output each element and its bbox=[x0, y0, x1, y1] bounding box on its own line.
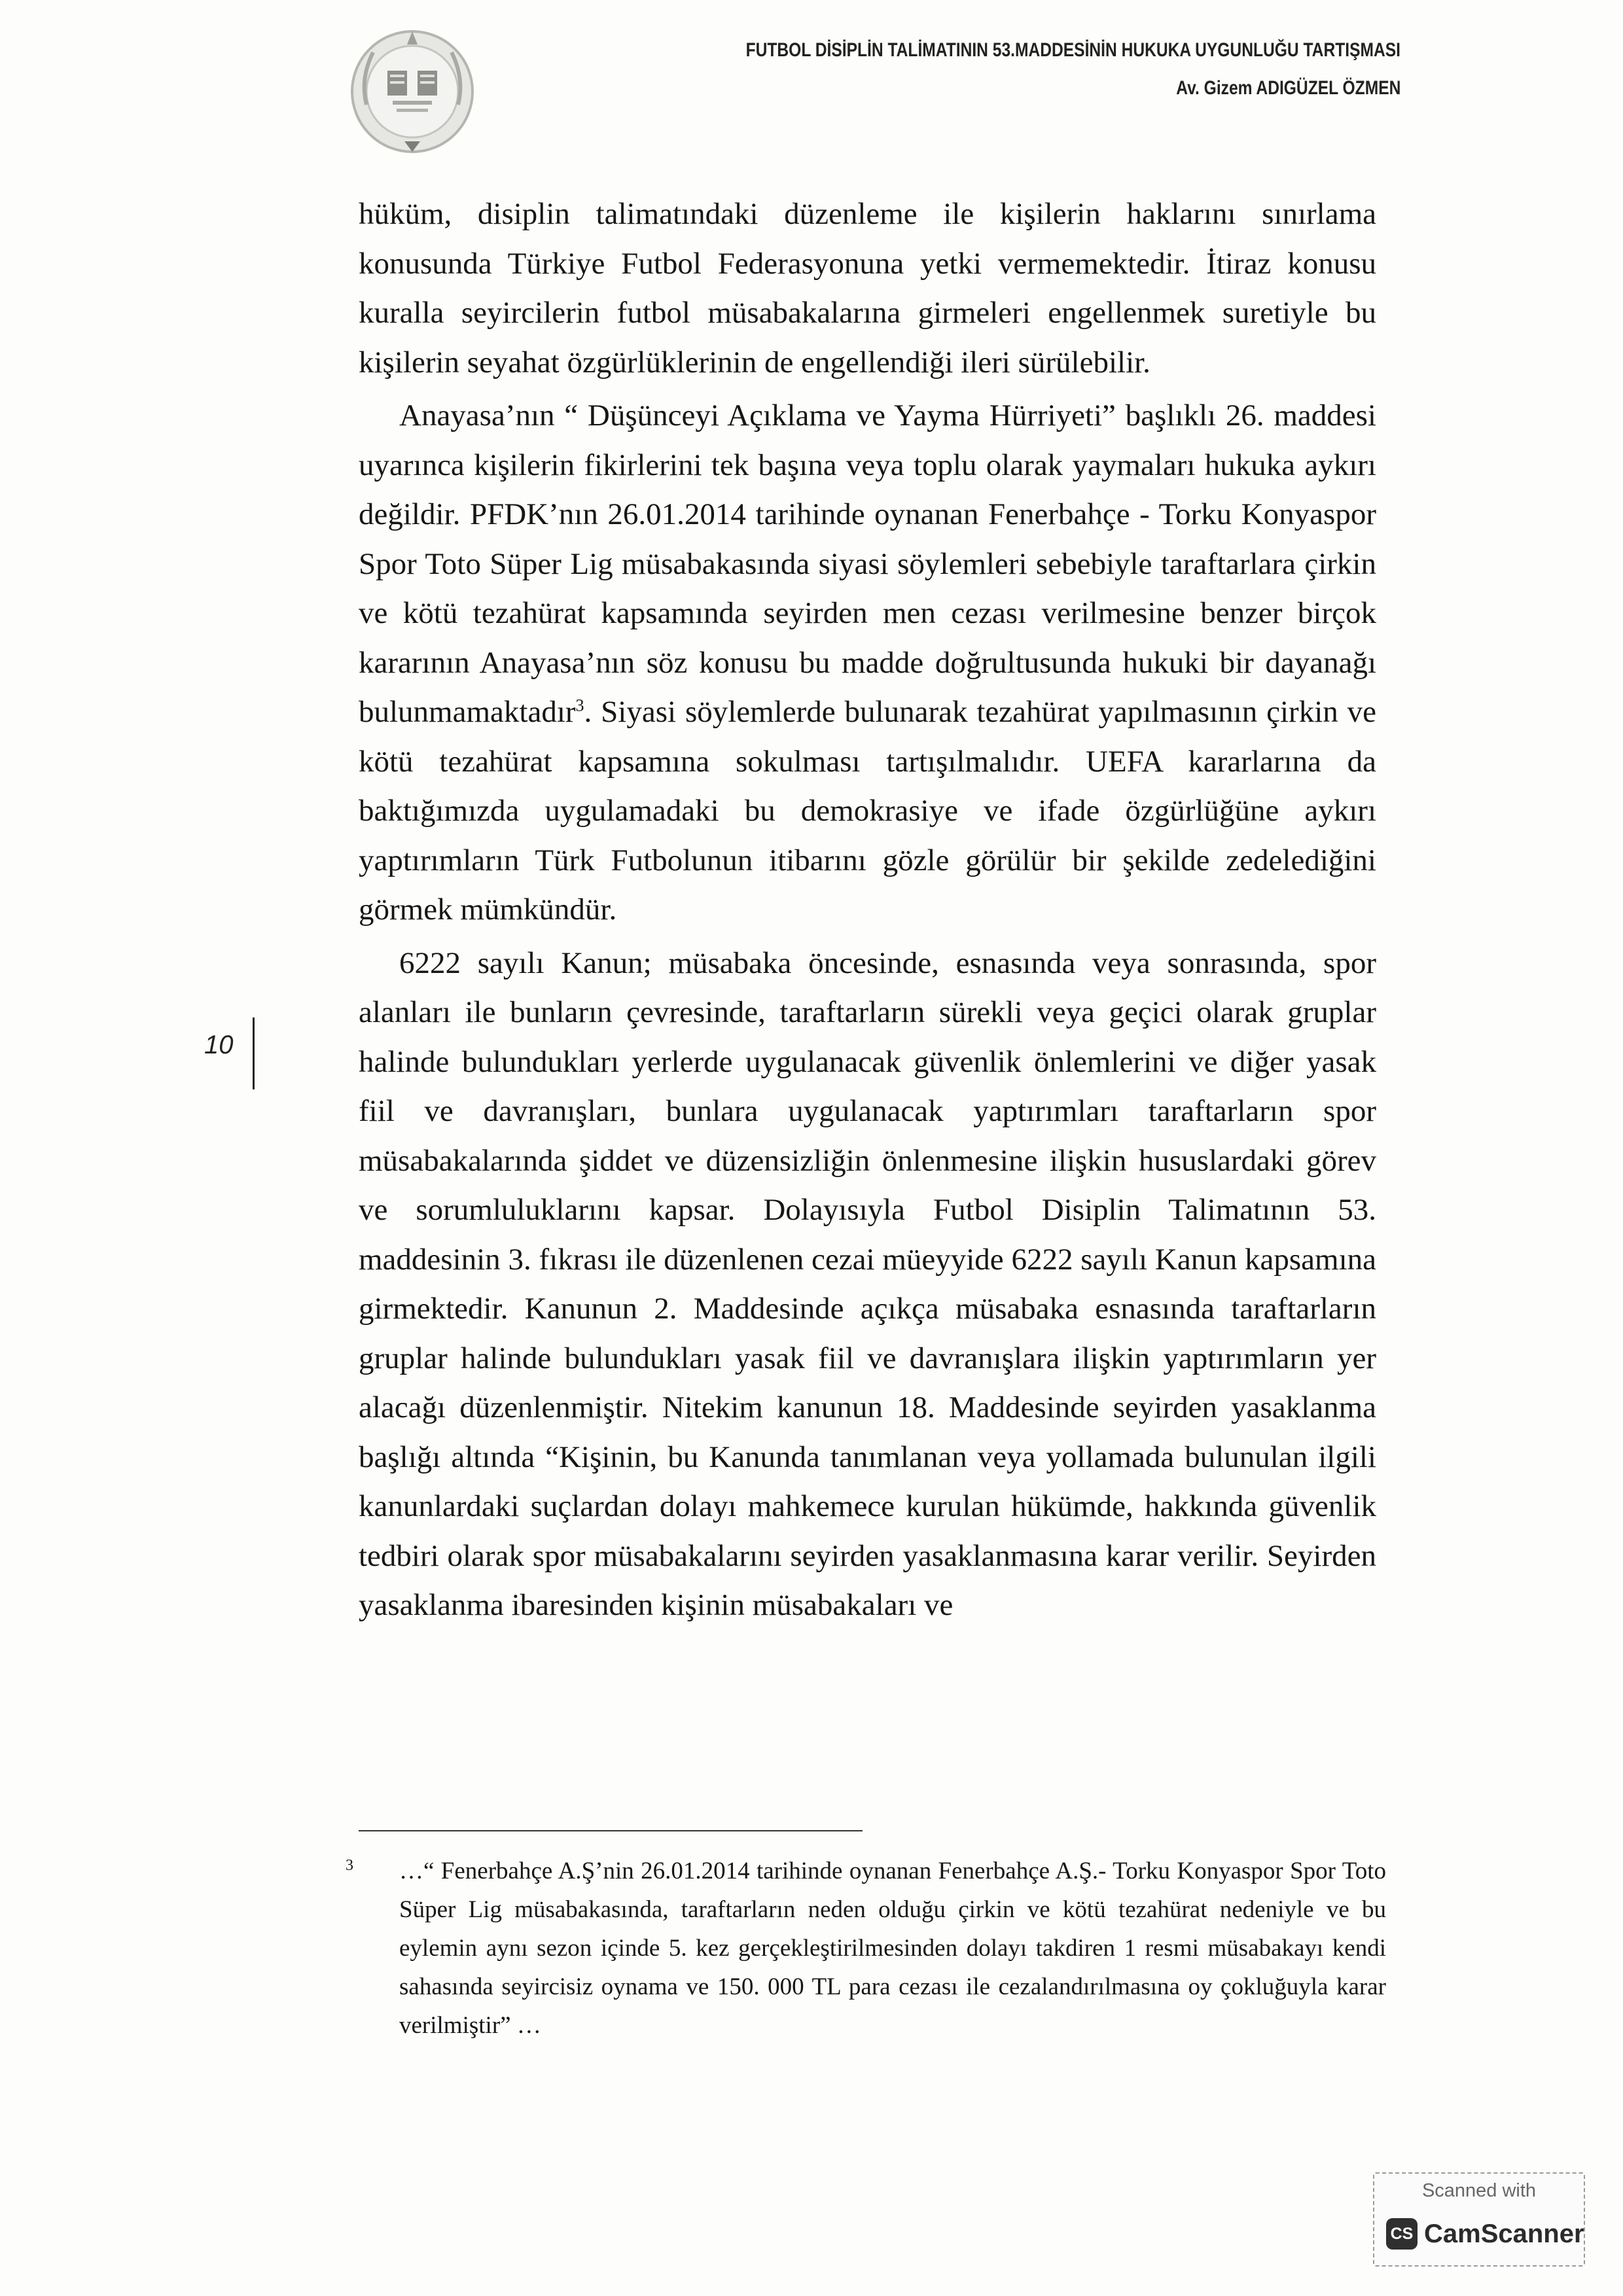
camscanner-logo-icon: CS bbox=[1386, 2218, 1418, 2250]
page-number: 10 bbox=[204, 1031, 234, 1059]
running-header-title: FUTBOL DİSİPLİN TALİMATININ 53.MADDESİNİN HUKUKA UYGUNLUĞU TARTIŞMASI bbox=[745, 39, 1400, 61]
paragraph-2-text-a: Anayasa’nın “ Düşünceyi Açıklama ve Yayma Hürriyeti” başlıklı 26. maddesi uyarınca kişilerin fikirlerini tek başına veya toplu olarak yaymaları hukuka aykırı değildir. PFDK’nın 26.01.2014 tarihinde oynanan Fenerbahçe - Torku Konyaspor Spor Toto Süper Lig müsabakasında siyasi söylemleri sebebiyle taraftarlara çirkin ve kötü tezahürat kapsamında seyirden men cezası verilmesine benzer birçok kararının Anayasa’nın söz konusu bu madde doğrultusunda hukuki bir dayanağı bulunmamaktadır bbox=[359, 398, 1376, 729]
page-number-rule bbox=[253, 1017, 255, 1089]
running-header-author: Av. Gizem ADIGÜZEL ÖZMEN bbox=[1175, 77, 1400, 99]
body-text bbox=[359, 190, 1376, 1631]
footnote-reference: 3 bbox=[575, 696, 584, 715]
scanner-badge-caption: Scanned with bbox=[1421, 2180, 1537, 2201]
paragraph-3: 6222 sayılı Kanun; müsabaka öncesinde, esnasında veya sonrasında, spor alanları ile bunların çevresinde, taraftarların sürekli veya geçici olarak gruplar halinde bulundukları yerlerde uygulanacak güvenlik önlemlerini ve diğer yasak fiil ve davranışları, bunlara uygulanacak yaptırımları taraftarların spor müsabakalarında şiddet ve düzensizliğin önlenmesine ilişkin hususlardaki görev ve sorumluluklarını kapsar. Dolayısıyla Futbol Disiplin Talimatının 53. maddesinin 3. fıkrası ile düzenlenen cezai müeyyide 6222 sayılı Kanun kapsamına girmektedir. Kanunun 2. Maddesinde açıkça müsabaka esnasında taraftarların gruplar halinde bulundukları yasak fiil ve davranışlara ilişkin yaptırımların yer alacağı düzenlenmiştir. Nitekim kanunun 18. Maddesinde seyirden yasaklanma başlığı altında “Kişinin, bu Kanunda tanımlanan veya yollamada bulunulan ilgili kanunlardaki suçlardan dolayı mahkemece kurulan hükümde, hakkında güvenlik tedbiri olarak spor müsabakalarını seyirden yasaklanmasına karar verilir. Seyirden yasaklanma ibaresinden kişinin müsabakaları ve bbox=[359, 945, 1376, 1622]
scanner-badge-name: CamScanner bbox=[1424, 2219, 1584, 2248]
paragraph-2-text-b: . Siyasi söylemlerde bulunarak tezahürat yapılmasının çirkin ve kötü tezahürat kapsamına sokulması tartışılmalıdır. UEFA kararlarına da baktığımızda uygulamadaki bu demokrasiye ve ifade özgürlüğüne aykırı yaptırımların Türk Futbolunun itibarını gözle görülür bir şekilde zedelediğini görmek mümkündür. bbox=[359, 695, 1376, 927]
footnote bbox=[346, 1852, 1386, 2045]
paragraph-1: hüküm, disiplin talimatındaki düzenleme ile kişilerin haklarını sınırlama konusunda Türkiye Futbol Federasyonuna yetki vermemektedir. İtiraz konusu kuralla seyircilerin futbol müsabakalarına girmeleri engellenmek suretiyle bu kişilerin seyahat özgürlüklerinin de engellendiği ileri sürülebilir. bbox=[359, 197, 1376, 380]
footnote-text: …“ Fenerbahçe A.Ş’nin 26.01.2014 tarihinde oynanan Fenerbahçe A.Ş.- Torku Konyaspor Spor Toto Süper Lig müsabakasında, taraftarların neden olduğu çirkin ve kötü tezahürat nedeniyle ve bu eylemin aynı sezon içinde 5. kez gerçekleştirilmesinden dolayı takdiren 1 resmi müsabakayı kendi sahasında seyircisiz oynama ve 150. 000 TL para cezası ile cezalandırılmasına oy çokluğuyla karar verilmiştir” … bbox=[399, 1858, 1386, 2039]
paragraph-2 bbox=[359, 391, 1376, 935]
footnote-separator bbox=[359, 1830, 863, 1831]
institution-seal-logo bbox=[347, 26, 478, 157]
scanner-badge bbox=[1373, 2172, 1585, 2267]
footnote-mark: 3 bbox=[346, 1857, 353, 1874]
